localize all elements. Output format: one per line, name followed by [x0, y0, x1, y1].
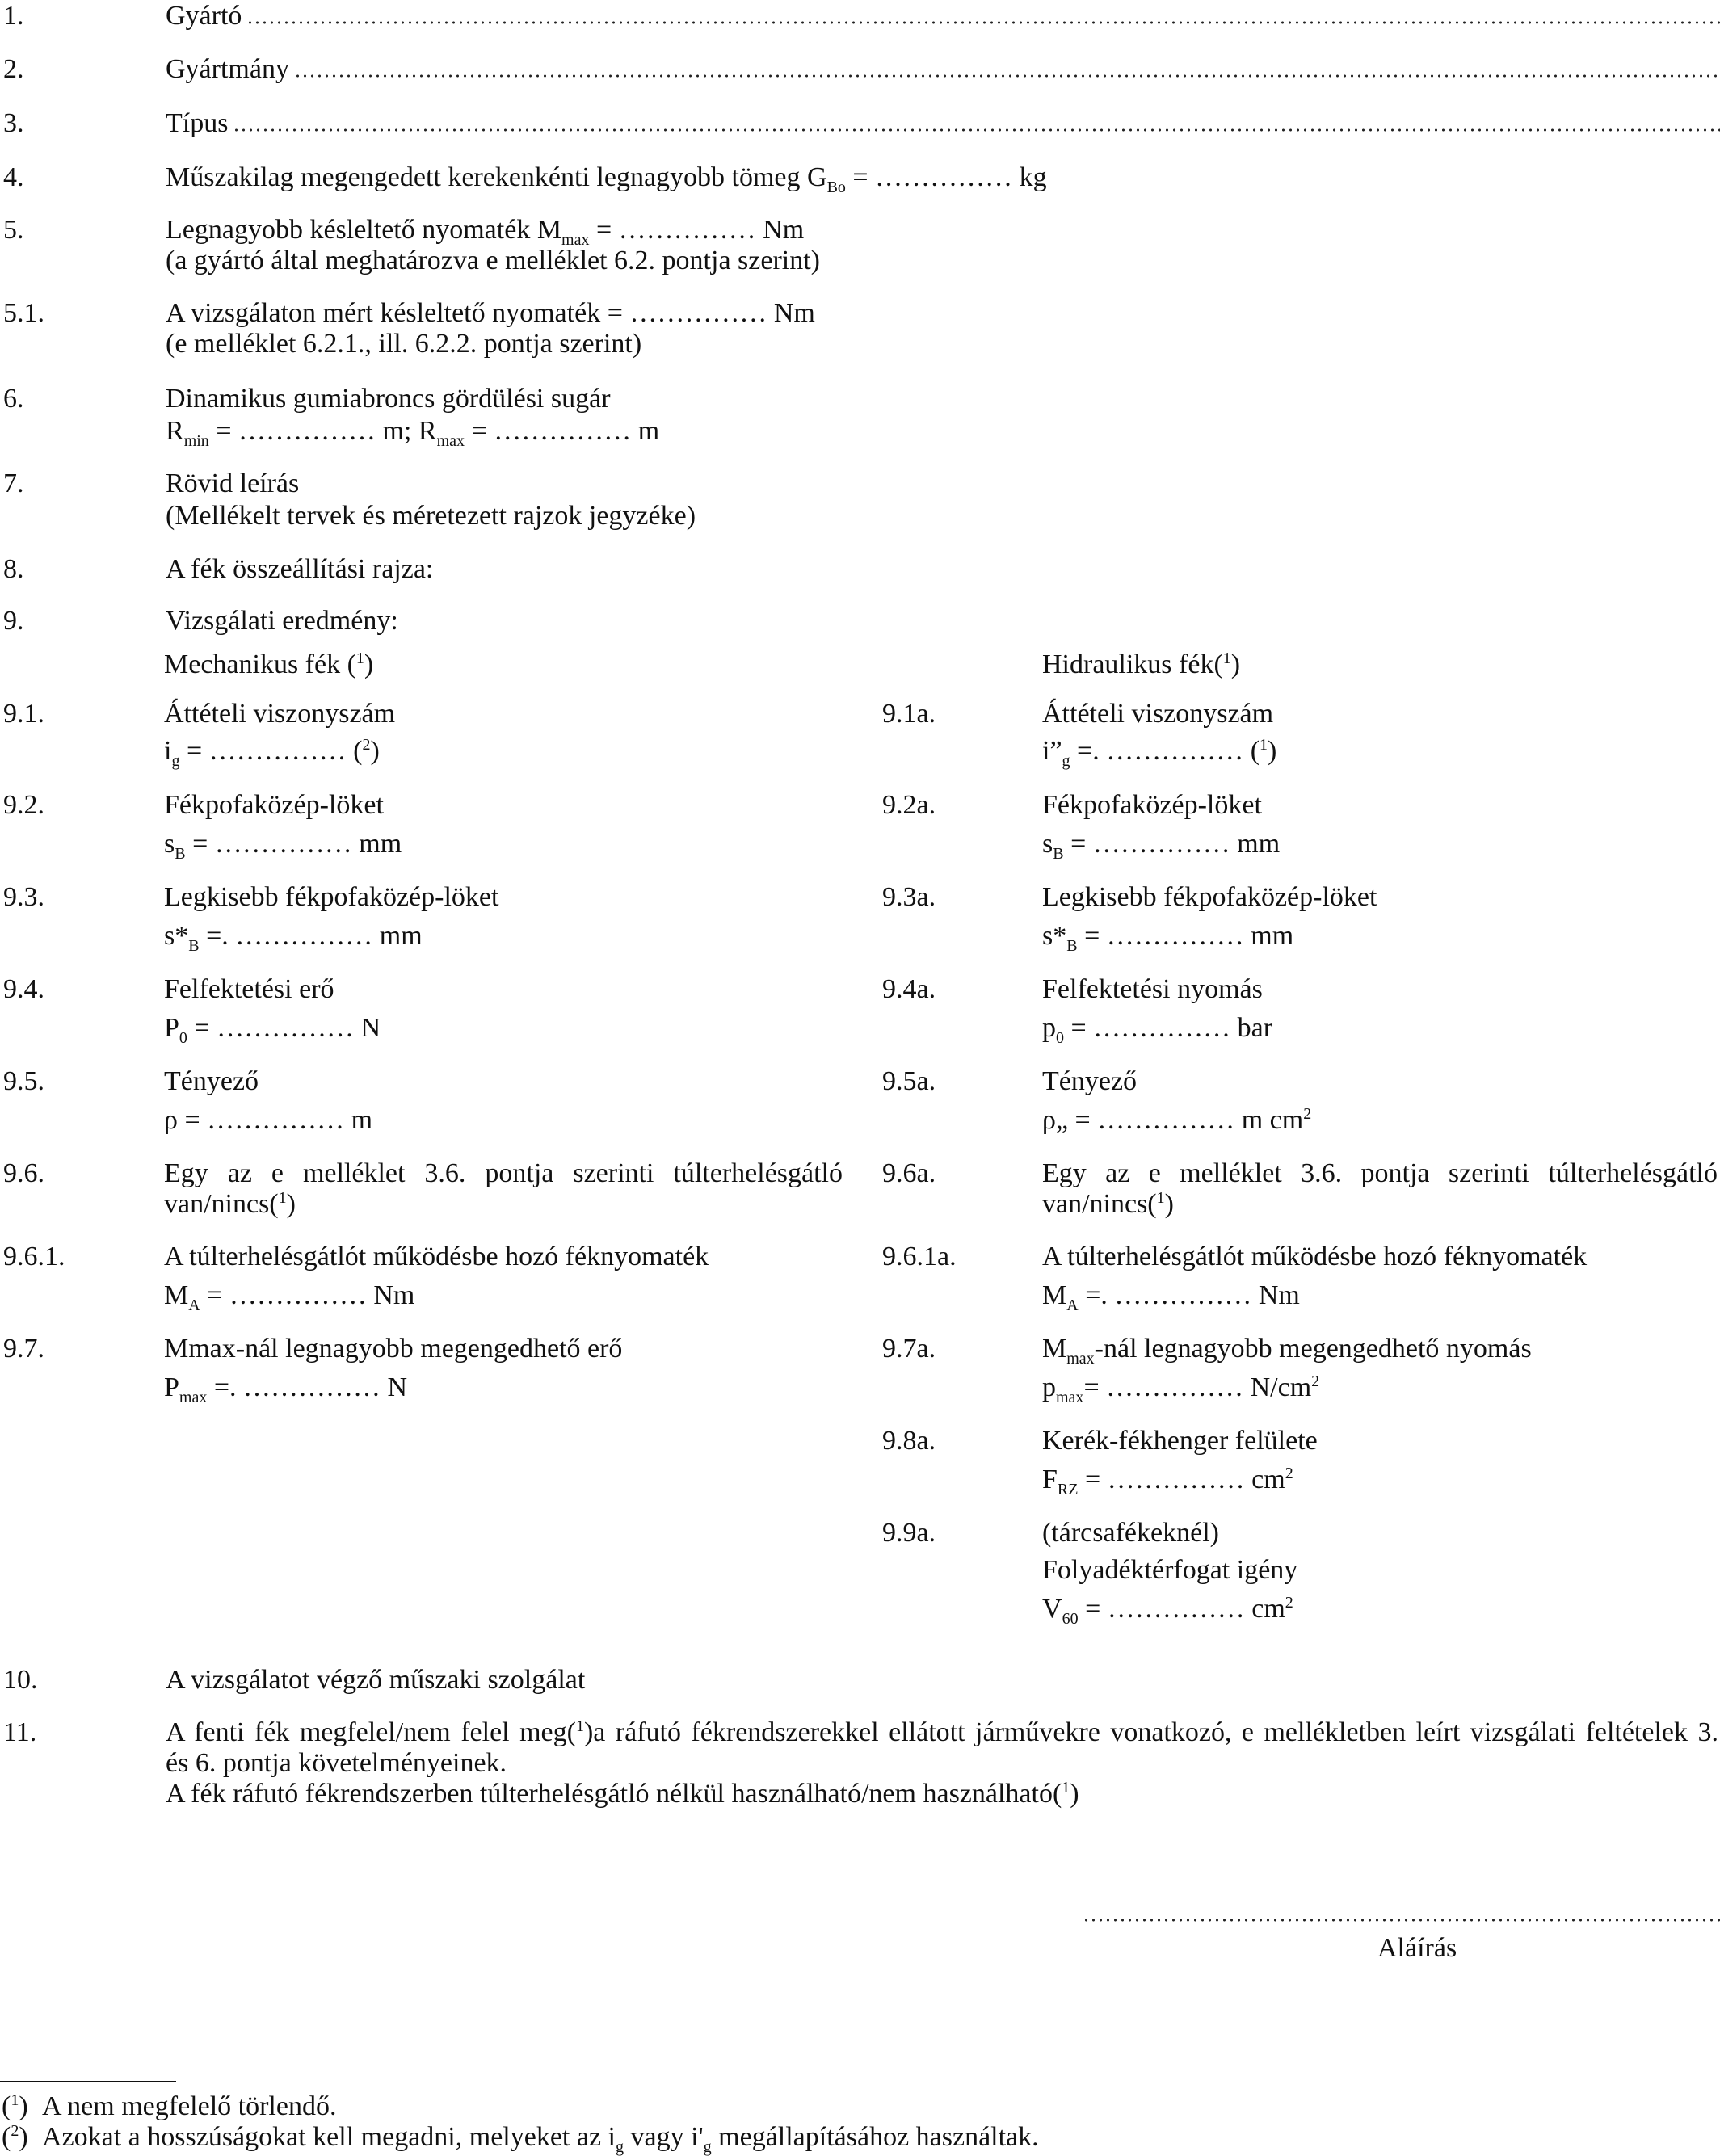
field-label-gyartmany: Gyártmány: [166, 54, 289, 84]
field-value: $i_g$ = …………… ($^2$): [164, 736, 380, 770]
field-title: Tényező: [1042, 1066, 1138, 1096]
item-7-line1: Rövid leírás: [166, 469, 300, 498]
signature-line: [1083, 1919, 1720, 1922]
item-number: 9.1a.: [882, 699, 936, 729]
item-number: 3.: [3, 108, 24, 138]
field-value: $s_B$ = …………… mm: [164, 829, 402, 863]
item-5-1-line2: (e melléklet 6.2.1., ill. 6.2.2. pontja szerint): [166, 329, 642, 359]
item-7-line2: (Mellékelt tervek és méretezett rajzok jegyzéke): [166, 501, 696, 531]
field-title-cont: van/nincs($^1$): [1042, 1189, 1174, 1219]
item-number: 9.4.: [3, 974, 44, 1004]
field-label-gyarto: Gyártó: [166, 1, 242, 31]
field-title: Felfektetési erő: [164, 974, 334, 1004]
item-11-line1: A fenti fék megfelel/nem felel meg($^1$)a ráfutó fékrendszerekkel ellátott járművekre vonatkozó, e mellékletben leírt vizsgálati feltételek 3.: [166, 1717, 1718, 1747]
field-title: Áttételi viszonyszám: [1042, 699, 1274, 729]
field-value: $s*_B$ =. …………… mm: [164, 921, 423, 955]
item-8-text: A fék összeállítási rajza:: [166, 554, 434, 584]
item-number: 9.2a.: [882, 790, 936, 820]
field-title: Fékpofaközép-löket: [1042, 790, 1262, 820]
fill-in-dots: [246, 21, 1720, 24]
field-title: Legkisebb fékpofaközép-löket: [1042, 882, 1377, 912]
field-title: (tárcsafékeknél): [1042, 1518, 1219, 1548]
field-title: Áttételi viszonyszám: [164, 699, 396, 729]
field-value: $M_A$ = …………… Nm: [164, 1280, 415, 1314]
field-value: $V_{60}$ = …………… $cm^2$: [1042, 1594, 1293, 1628]
item-number: 9.6a.: [882, 1158, 936, 1188]
item-number: 2.: [3, 54, 24, 84]
item-number: 9.7a.: [882, 1334, 936, 1364]
signature-label: Aláírás: [1377, 1933, 1457, 1963]
item-number: 6.: [3, 384, 24, 414]
fill-in-dots: [294, 74, 1720, 78]
field-value: $p_{max}=$ …………… $N/cm^2$: [1042, 1372, 1320, 1406]
item-number: 4.: [3, 162, 24, 192]
item-number: 8.: [3, 554, 24, 584]
field-value: $s*_B$ = …………… mm: [1042, 921, 1294, 955]
item-5-line1: Legnagyobb késleltető nyomaték $M_{max}$ = …………… Nm: [166, 215, 805, 249]
hydraulic-brake-heading: Hidraulikus fék($^1$): [1042, 649, 1241, 679]
footnote-mark: ($^2$): [2, 2122, 28, 2152]
item-number: 9.5a.: [882, 1066, 936, 1096]
field-label-tipus: Típus: [166, 108, 229, 138]
field-title: Tényező: [164, 1066, 259, 1096]
item-11-line2: és 6. pontja követelményeinek.: [166, 1748, 507, 1778]
item-6-line1: Dinamikus gumiabroncs gördülési sugár: [166, 384, 611, 414]
field-title: A túlterhelésgátlót működésbe hozó féknyomaték: [1042, 1242, 1588, 1271]
field-title: Felfektetési nyomás: [1042, 974, 1263, 1004]
field-value: $s_B$ = …………… mm: [1042, 829, 1281, 863]
item-number: 9.5.: [3, 1066, 44, 1096]
item-number: 9.7.: [3, 1334, 44, 1364]
item-number: 7.: [3, 469, 24, 498]
field-title: Egy az e melléklet 3.6. pontja szerinti túlterhelésgátló: [164, 1158, 843, 1188]
item-number: 5.: [3, 215, 24, 245]
field-title: Kerék-fékhenger felülete: [1042, 1426, 1318, 1456]
item-10-text: A vizsgálatot végző műszaki szolgálat: [166, 1665, 586, 1695]
field-title: Egy az e melléklet 3.6. pontja szerinti túlterhelésgátló: [1042, 1158, 1718, 1188]
item-5-line2: (a gyártó által meghatározva e melléklet 6.2. pontja szerint): [166, 246, 820, 275]
item-number: 9.4a.: [882, 974, 936, 1004]
item-number: 9.8a.: [882, 1426, 936, 1456]
item-9-text: Vizsgálati eredmény:: [166, 606, 398, 636]
mechanical-brake-heading: Mechanikus fék ($^1$): [164, 649, 374, 679]
field-value: $M_A$ =. …………… Nm: [1042, 1280, 1300, 1314]
footnote-text: A nem megfelelő törlendő.: [42, 2091, 337, 2121]
item-number: 9.2.: [3, 790, 44, 820]
item-number: 9.6.: [3, 1158, 44, 1188]
item-number: 10.: [3, 1665, 38, 1695]
item-number: 1.: [3, 1, 24, 31]
field-value: $i”_g$ =. …………… ($^1$): [1042, 736, 1277, 770]
item-6-radius-values: $R_{min}$ = …………… m; $R_{max}$ = …………… m: [166, 416, 660, 450]
item-4-text: Műszakilag megengedett kerekenkénti legnagyobb tömeg $G_{Bo}$ = …………… kg: [166, 162, 1047, 196]
field-title: Mmax-nál legnagyobb megengedhető erő: [164, 1334, 623, 1364]
item-number: 9.6.1a.: [882, 1242, 957, 1271]
field-value: ρ„ = …………… m $cm^2$: [1042, 1105, 1312, 1135]
item-number: 9.3a.: [882, 882, 936, 912]
item-number: 9.9a.: [882, 1518, 936, 1548]
item-11-line3: A fék ráfutó fékrendszerben túlterhelésgátló nélkül használható/nem használható($^1$): [166, 1779, 1079, 1809]
field-value: $P_0$ = …………… N: [164, 1013, 381, 1047]
field-value: ρ = …………… m: [164, 1105, 373, 1135]
item-number: 9.6.1.: [3, 1242, 65, 1271]
item-number: 11.: [3, 1717, 37, 1747]
field-value: $P_{max}$ =. …………… N: [164, 1372, 408, 1406]
footnote-mark: ($^1$): [2, 2091, 28, 2121]
field-title: A túlterhelésgátlót működésbe hozó féknyomaték: [164, 1242, 709, 1271]
field-title: $M_{max}$-nál legnagyobb megengedhető nyomás: [1042, 1334, 1532, 1368]
field-value: $p_0$ = …………… bar: [1042, 1013, 1273, 1047]
field-title-2: Folyadéktérfogat igény: [1042, 1555, 1298, 1585]
field-title-cont: van/nincs($^1$): [164, 1189, 296, 1219]
field-title: Fékpofaközép-löket: [164, 790, 384, 820]
item-5-1-line1: A vizsgálaton mért késleltető nyomaték = …………… Nm: [166, 298, 815, 328]
field-title: Legkisebb fékpofaközép-löket: [164, 882, 499, 912]
item-number: 9.1.: [3, 699, 44, 729]
item-number: 9.3.: [3, 882, 44, 912]
footnote-divider: [0, 2081, 176, 2082]
footnote-text: Azokat a hosszúságokat kell megadni, melyeket az $i_g$ vagy $i'_g$ megállapításához használtak.: [42, 2122, 1039, 2156]
item-number: 5.1.: [3, 298, 44, 328]
fill-in-dots: [233, 128, 1720, 132]
item-number: 9.: [3, 606, 24, 636]
field-value: $F_{RZ}$ = …………… $cm^2$: [1042, 1465, 1293, 1498]
